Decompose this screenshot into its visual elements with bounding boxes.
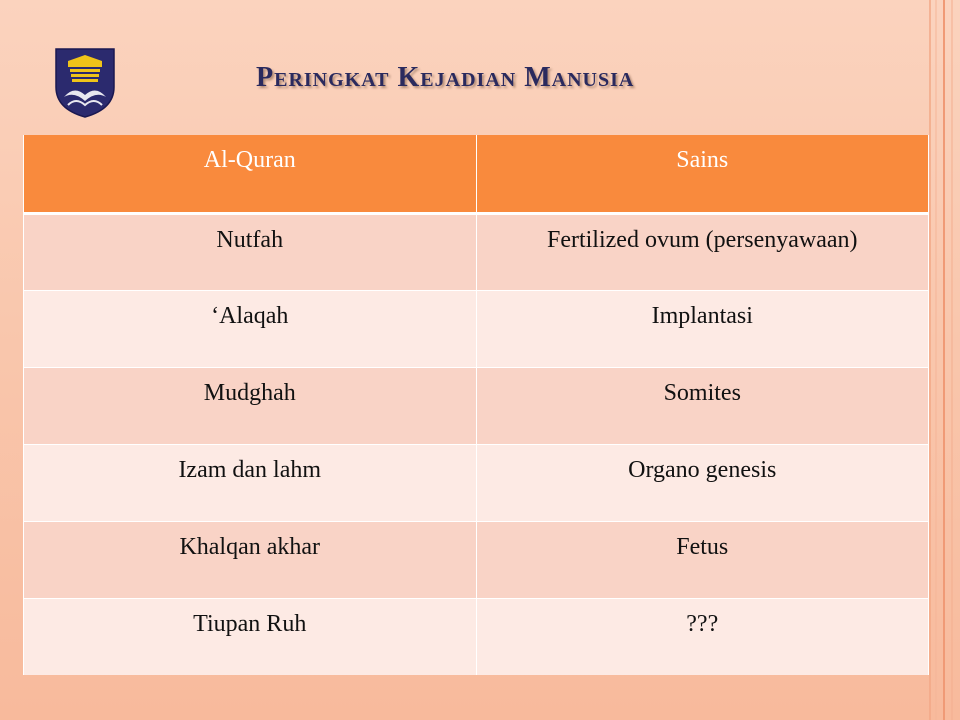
table-row <box>24 521 929 598</box>
slide-title: Peringkat Kejadian Manusia <box>256 62 635 93</box>
comparison-table <box>23 135 929 675</box>
table-cell-sains: Fertilized ovum (persenyawaan) <box>476 213 929 290</box>
university-logo-icon <box>54 47 116 119</box>
table-row <box>24 290 929 367</box>
table-cell-al-quran: ‘Alaqah <box>24 290 477 367</box>
table-cell-sains: Implantasi <box>476 290 929 367</box>
table-cell-sains: Fetus <box>476 521 929 598</box>
column-header-sains: Sains <box>476 135 929 213</box>
table-cell-al-quran: Mudghah <box>24 367 477 444</box>
table-cell-sains: Organo genesis <box>476 444 929 521</box>
table-row <box>24 598 929 675</box>
table-header-row <box>24 135 929 213</box>
table-cell-al-quran: Nutfah <box>24 213 477 290</box>
table-row <box>24 444 929 521</box>
column-header-al-quran: Al-Quran <box>24 135 477 213</box>
table-cell-al-quran: Izam dan lahm <box>24 444 477 521</box>
table-cell-al-quran: Khalqan akhar <box>24 521 477 598</box>
table-cell-sains: Somites <box>476 367 929 444</box>
table-row <box>24 213 929 290</box>
table-cell-al-quran: Tiupan Ruh <box>24 598 477 675</box>
table-row <box>24 367 929 444</box>
table-cell-sains: ??? <box>476 598 929 675</box>
